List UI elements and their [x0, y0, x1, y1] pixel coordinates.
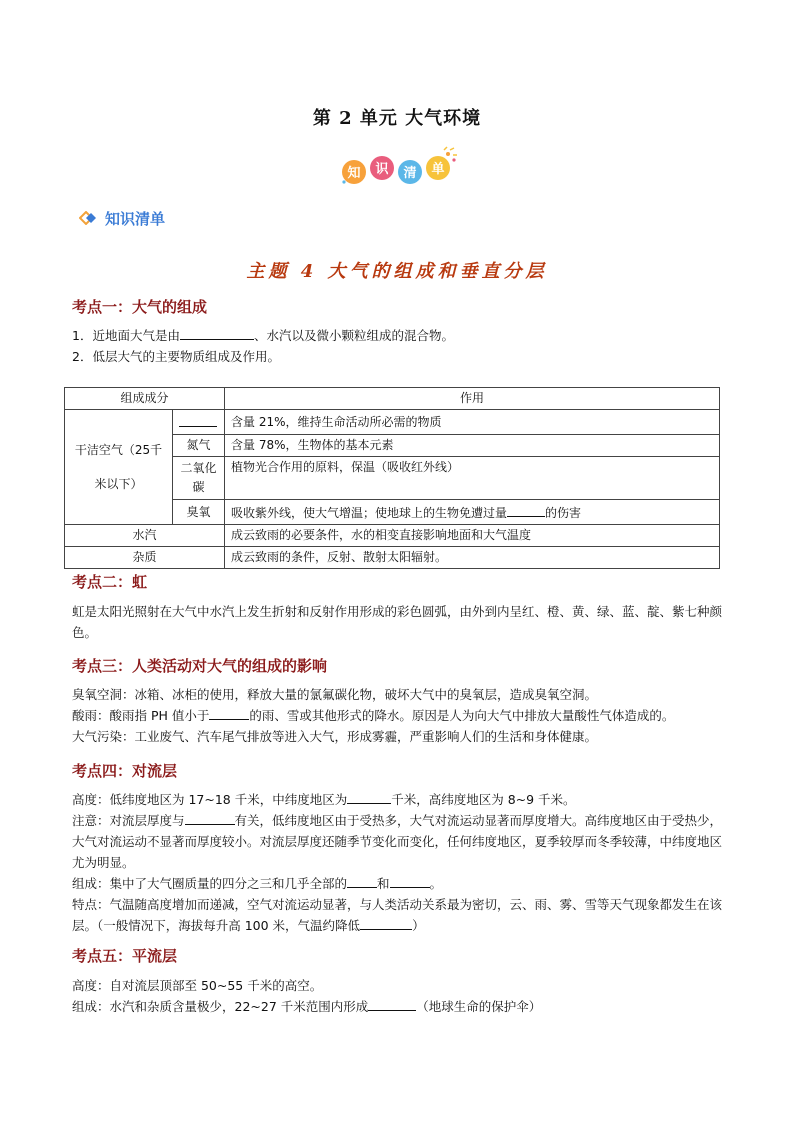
component-name-cell — [173, 410, 225, 435]
dry-air-cell: 干洁空气（25千米以下） — [65, 410, 173, 525]
effect-cell — [225, 500, 720, 525]
fill-blank — [390, 873, 430, 888]
kp4-feat-post: ） — [412, 918, 425, 933]
kp1-line1-pre: 1．近地面大气是由 — [72, 328, 180, 343]
section-label: 知识清单 — [105, 209, 166, 228]
kp4-feat-pre: 特点：气温随高度增加而递减，空气对流运动显著，与人类活动关系最为密切，云、雨、雾、雪等天气现象都发生在该层。（一般情况下，海拔每升高 100 米，气温约降低 — [72, 897, 723, 933]
fill-blank — [360, 915, 412, 930]
badge-char: 单 — [431, 162, 445, 177]
kp1-line1 — [72, 325, 732, 346]
water-vapor-cell: 水汽 — [65, 525, 225, 547]
fill-blank — [179, 412, 217, 427]
kp4-height — [72, 789, 732, 810]
kp1-line2: 2．低层大气的主要物质组成及作用。 — [72, 349, 280, 364]
kp4-note-post: 有关，低纬度地区由于受热多，大气对流运动显著而厚度增大。高纬度地区由于受热少，大气对流运动不显著而厚度较小。对流层厚度还随季节变化而变化，任何纬度地区，夏季较厚而冬季较薄，中纬度地区尤为明显。 — [72, 813, 723, 870]
kp4-height-post: 千米，高纬度地区为 8~9 千米。 — [391, 792, 576, 807]
impurity-cell: 杂质 — [65, 547, 225, 569]
fill-blank — [180, 325, 254, 340]
fill-blank — [507, 502, 545, 517]
composition-table — [64, 387, 720, 569]
effect-cell: 成云致雨的条件，反射、散射太阳辐射。 — [225, 547, 720, 569]
header-composition: 组成成分 — [65, 388, 225, 410]
kp4-note — [72, 810, 728, 873]
kp3-line2-pre: 酸雨：酸雨指 PH 值小于 — [72, 708, 210, 723]
component-name-cell: 氮气 — [173, 435, 225, 457]
kp4-note-pre: 注意：对流层厚度与 — [72, 813, 185, 828]
kp4-composition — [72, 873, 732, 894]
component-name-cell: 臭氧 — [173, 500, 225, 525]
fill-blank — [185, 810, 235, 825]
fill-blank — [347, 789, 391, 804]
fill-blank — [347, 873, 377, 888]
table-row — [65, 525, 720, 547]
fill-blank — [209, 705, 249, 720]
kp4-comp-post: 。 — [429, 876, 443, 891]
badge-char: 清 — [403, 166, 417, 181]
kp5-height: 高度：自对流层顶部至 50~55 千米的高空。 — [72, 978, 323, 993]
component-name-cell: 二氧化碳 — [173, 457, 225, 500]
kp4-comp-pre: 组成：集中了大气圈质量的四分之三和几乎全部的 — [72, 876, 348, 891]
effect-cell: 植物光合作用的原料，保温（吸收红外线） — [225, 457, 720, 500]
table-header-row — [65, 388, 720, 410]
kp3-line3: 大气污染：工业废气、汽车尾气排放等进入大气，形成雾霾，严重影响人们的生活和身体健康。 — [72, 729, 598, 744]
kp4-heading: 考点四：对流层 — [72, 762, 178, 780]
diamond-bullet-icon — [79, 211, 99, 225]
effect-post: 的伤害 — [545, 506, 582, 520]
effect-cell: 含量 21%，维持生命活动所必需的物质 — [225, 410, 720, 435]
table-row — [65, 547, 720, 569]
knowledge-list-badge-icon — [336, 146, 462, 190]
kp5-heading: 考点五：平流层 — [72, 947, 178, 965]
kp2-heading: 考点二：虹 — [72, 573, 148, 591]
effect-pre: 吸收紫外线，使大气增温；使地球上的生物免遭过量 — [231, 506, 508, 520]
kp3-line2-post: 的雨、雪或其他形式的降水。原因是人为向大气中排放大量酸性气体造成的。 — [249, 708, 675, 723]
fill-blank — [368, 996, 416, 1011]
header-effect: 作用 — [225, 388, 720, 410]
kp4-feature — [72, 894, 728, 936]
kp2-text: 虹是太阳光照射在大气中水汽上发生折射和反射作用形成的彩色圆弧，由外到内呈红、橙、黄、绿、蓝、靛、紫七种颜色。 — [72, 604, 723, 640]
kp3-heading: 考点三：人类活动对大气的组成的影响 — [72, 657, 328, 675]
kp1-line1-post: 、水汽以及微小颗粒组成的混合物。 — [253, 328, 454, 343]
page-title: 第 2 单元 大气环境 — [312, 108, 482, 129]
section-header — [79, 208, 165, 228]
kp3-line1: 臭氧空洞：冰箱、冰柜的使用，释放大量的氯氟碳化物，破坏大气中的臭氧层，造成臭氧空洞。 — [72, 687, 598, 702]
effect-cell: 含量 78%，生物体的基本元素 — [225, 435, 720, 457]
kp4-height-pre: 高度：低纬度地区为 17~18 千米，中纬度地区为 — [72, 792, 348, 807]
kp5-comp-post: （地球生命的保护伞） — [416, 999, 542, 1014]
badge-char: 识 — [375, 162, 389, 177]
badge-char: 知 — [347, 166, 361, 181]
kp5-comp-pre: 组成：水汽和杂质含量极少，22~27 千米范围内形成 — [72, 999, 369, 1014]
kp4-comp-mid: 和 — [377, 876, 390, 891]
effect-cell: 成云致雨的必要条件，水的相变直接影响地面和大气温度 — [225, 525, 720, 547]
table-row — [65, 410, 720, 435]
topic-title: 主题 4 大气的组成和垂直分层 — [246, 261, 548, 282]
kp3-line2 — [72, 705, 732, 726]
kp5-composition — [72, 996, 732, 1017]
kp1-heading: 考点一：大气的组成 — [72, 298, 208, 316]
